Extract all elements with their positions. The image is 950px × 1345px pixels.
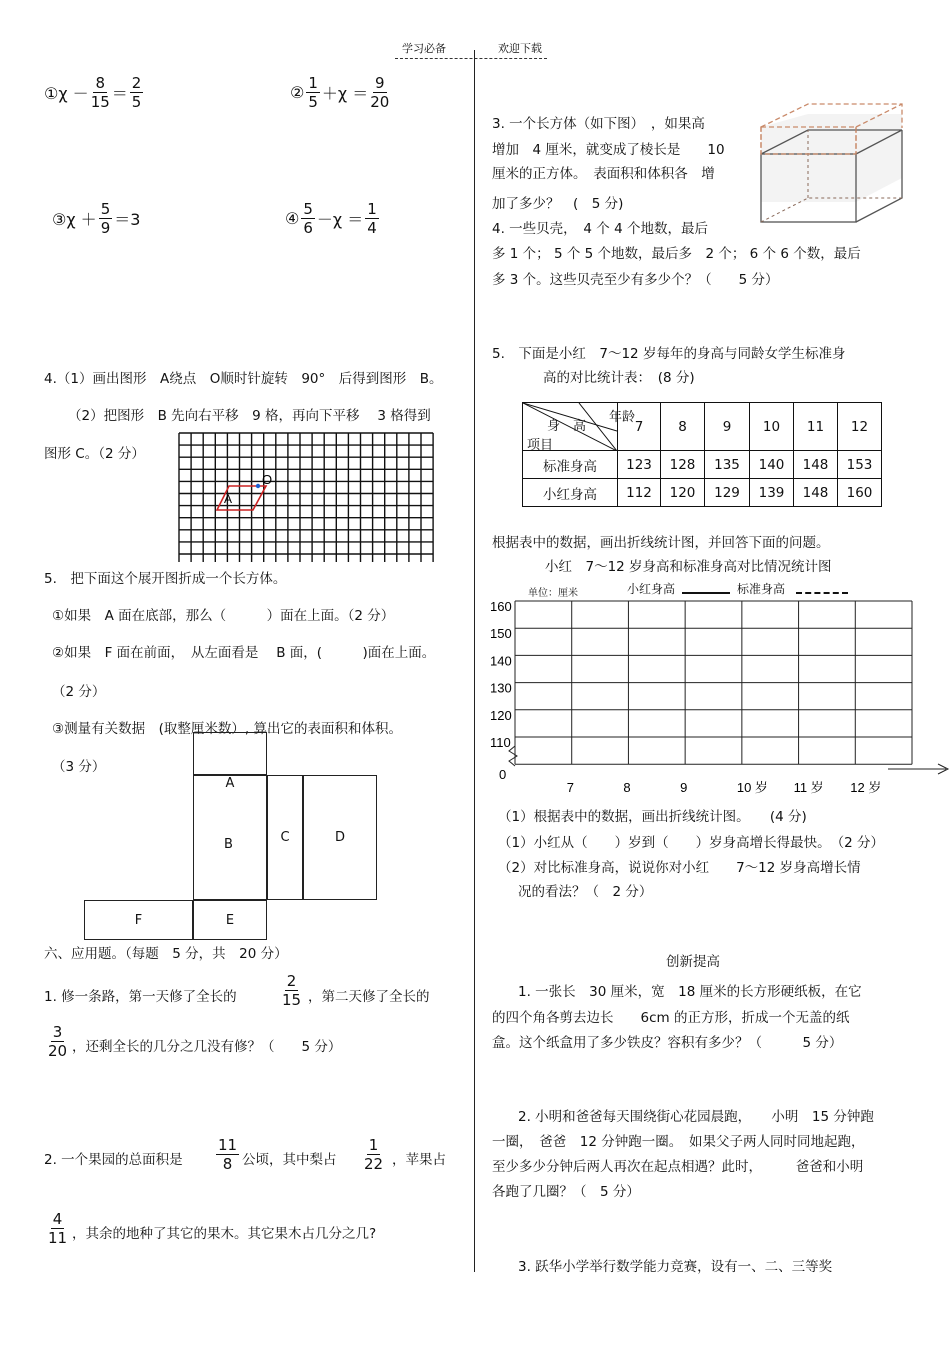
equation-4: ④ $\frac{5}{6}$ －χ ＝ $\frac{1}{4}$: [285, 200, 377, 237]
q5-line3: （2 分）: [52, 684, 106, 700]
age-col: 9: [705, 403, 750, 451]
app2-frac2: $\frac{1}{22}$: [364, 1136, 384, 1173]
age-col: 12: [838, 403, 882, 451]
chart-y-tick-label: 0: [499, 767, 507, 782]
app1-post: ，还剩全长的几分之几没有修？（ 5 分）: [72, 1039, 342, 1055]
after-table-text: 根据表中的数据，画出折线统计图，并回答下面的问题。: [492, 535, 830, 551]
height-table-wrap: [522, 402, 882, 507]
chart-y-tick-label: 140: [490, 653, 512, 669]
chart-unit: 单位：厘米: [528, 588, 578, 599]
face-d: D: [303, 775, 377, 900]
innov1-2: 的四个角各剪去边长 6cm 的正方形，折成一个无盖的纸: [492, 1010, 850, 1026]
legend-xiaohong: 小红身高: [627, 582, 676, 596]
innov2-3: 至少多少分钟后两人再次在起点相遇？此时， 爸爸和小明: [492, 1159, 864, 1175]
chart-x-tick-label: 7: [566, 780, 574, 795]
header-right: 欢迎下载: [498, 42, 542, 55]
app2-frac3: $\frac{4}{11}$: [48, 1210, 68, 1247]
table-corner-header: 身 高 年龄 项目: [523, 403, 618, 451]
chart-x-tick-label: 11 岁: [793, 780, 824, 795]
innov2-2: 一圈， 爸爸 12 分钟跑一圈。 如果父子两人同时同地起跑，: [492, 1134, 865, 1150]
innov2-1: 2. 小明和爸爸每天围绕街心花园晨跑， 小明 15 分钟跑: [518, 1109, 874, 1125]
header-left: 学习必备: [402, 42, 446, 55]
chart-y-tick-label: 150: [490, 626, 512, 642]
app2-post: ，其余的地种了其它的果木。其它果木占几分之几?: [72, 1226, 377, 1242]
cuboid-figure: [756, 102, 906, 224]
chart-x-tick-label: 12 岁: [850, 780, 882, 795]
legend-xiaohong-line: [682, 592, 730, 594]
shape-a-label: A: [224, 492, 233, 506]
r-q4-3: 多 3 个。这些贝壳至少有多少个？（ 5 分）: [492, 272, 779, 288]
face-b: B: [224, 837, 233, 852]
q5-line5: （3 分）: [52, 759, 106, 775]
app1-pre: 1. 修一条路，第一天修了全长的: [44, 989, 237, 1005]
chart-y-tick-label: 160: [490, 599, 512, 614]
chart-y-tick-label: 110: [490, 735, 511, 750]
equation-2: ② $\frac{1}{5}$ ＋χ ＝ $\frac{9}{20}$: [290, 74, 390, 111]
q4-line1: 4.（1）画出图形 A绕点 O顺时针旋转 90° 后得到图形 B。: [44, 371, 443, 387]
face-c: C: [267, 775, 303, 900]
chart-x-tick-label: 8: [623, 780, 631, 795]
age-col: 8: [661, 403, 705, 451]
face-f: F: [84, 900, 193, 940]
table-row: 小红身高 112 120 129 139 148 160: [523, 479, 882, 507]
grid-figure: [178, 432, 434, 562]
innov3: 3. 跃华小学举行数学能力竞赛，设有一、二、三等奖: [518, 1259, 833, 1275]
r-q3-3: 厘米的正方体。 表面积和体积各 增: [492, 166, 715, 182]
innov1-3: 盒。这个纸盒用了多少铁皮？容积有多少？（ 5 分）: [492, 1035, 843, 1051]
age-col: 11: [794, 403, 838, 451]
r-q5-1: 5. 下面是小红 7～12 岁每年的身高与同龄女学生标准身: [492, 346, 846, 362]
legend-standard-line: [796, 592, 848, 594]
app2-frac1: $\frac{11}{8}$: [218, 1136, 238, 1173]
chart-title: 小红 7～12 岁身高和标准身高对比情况统计图: [545, 559, 832, 575]
app1-frac2: $\frac{3}{20}$: [48, 1023, 68, 1060]
table-row: 标准身高 123 128 135 140 148 153: [523, 451, 882, 479]
r-chart-q4: 况的看法？（ 2 分）: [518, 884, 653, 900]
section6-title: 六、应用题。（每题 5 分，共 20 分）: [44, 946, 288, 962]
point-o-label: O: [262, 472, 273, 487]
app1-mid: ，第二天修了全长的: [308, 989, 430, 1005]
r-q3-4: 加了多少？ ( 5 分): [492, 196, 624, 212]
q5-line2: ②如果 F 面在前面， 从左面看是 B 面，( )面在上面。: [52, 645, 436, 661]
r-chart-q2: （1）小红从（ ）岁到（ ）岁身高增长得最快。 （2 分）: [498, 835, 884, 851]
face-a: A: [193, 775, 267, 900]
equation-3: ③χ ＋ $\frac{5}{9}$ ＝3: [52, 200, 141, 237]
q5-line1: ①如果 A 面在底部，那么（ ）面在上面。（2 分）: [52, 608, 395, 624]
q4-line2: （2）把图形 B 先向右平移 9 格，再向下平移 3 格得到: [68, 408, 431, 424]
innov1-1: 1. 一张长 30 厘米，宽 18 厘米的长方形硬纸板，在它: [518, 984, 862, 1000]
header-rule: [395, 58, 547, 59]
app2-mid: 公顷，其中梨占: [242, 1152, 337, 1168]
chart-y-tick-label: 130: [490, 680, 512, 696]
equation-1: ①χ － $\frac{8}{15}$ ＝ $\frac{2}{5}$: [44, 74, 142, 111]
q5-title: 5. 把下面这个展开图折成一个长方体。: [44, 571, 287, 587]
r-chart-q1: （1）根据表中的数据，画出折线统计图。 (4 分): [498, 809, 807, 825]
app2-mid2: ，苹果占: [392, 1152, 446, 1168]
chart-x-tick-label: 9: [680, 780, 688, 795]
r-q4-1: 4. 一些贝壳， 4 个 4 个地数，最后: [492, 221, 708, 237]
app1-frac1: $\frac{2}{15}$: [282, 972, 302, 1009]
height-table: [522, 402, 882, 507]
age-col: 10: [750, 403, 794, 451]
r-chart-q3: （2）对比标准身高，说说你对小红 7～12 岁身高增长情: [498, 860, 861, 876]
q4-line3: 图形 C。（2 分）: [44, 446, 145, 462]
r-q4-2: 多 1 个； 5 个 5 个地数，最后多 2 个； 6 个 6 个数，最后: [492, 246, 861, 262]
r-q3-1: 3. 一个长方体（如下图） ，如果高: [492, 116, 705, 132]
innov2-4: 各跑了几圈？（ 5 分）: [492, 1184, 640, 1200]
face-e: E: [193, 900, 267, 940]
innovation-title: 创新提高: [666, 954, 720, 970]
legend-standard: 标准身高: [737, 582, 786, 596]
r-q5-2: 高的对比统计表： (8 分): [543, 370, 695, 386]
column-divider: [474, 50, 475, 1272]
age-col: 7: [618, 403, 661, 451]
face-top-blank: [193, 732, 267, 775]
point-o: [256, 484, 260, 488]
line-chart: [480, 596, 950, 798]
app2-pre: 2. 一个果园的总面积是: [44, 1152, 183, 1168]
q5-line4: ③测量有关数据 (取整厘米数）, 算出它的表面积和体积。: [52, 721, 402, 737]
chart-y-tick-label: 120: [490, 707, 512, 723]
r-q3-2: 增加 4 厘米，就变成了棱长是 10: [492, 142, 725, 158]
chart-x-tick-label: 10 岁: [736, 780, 768, 795]
